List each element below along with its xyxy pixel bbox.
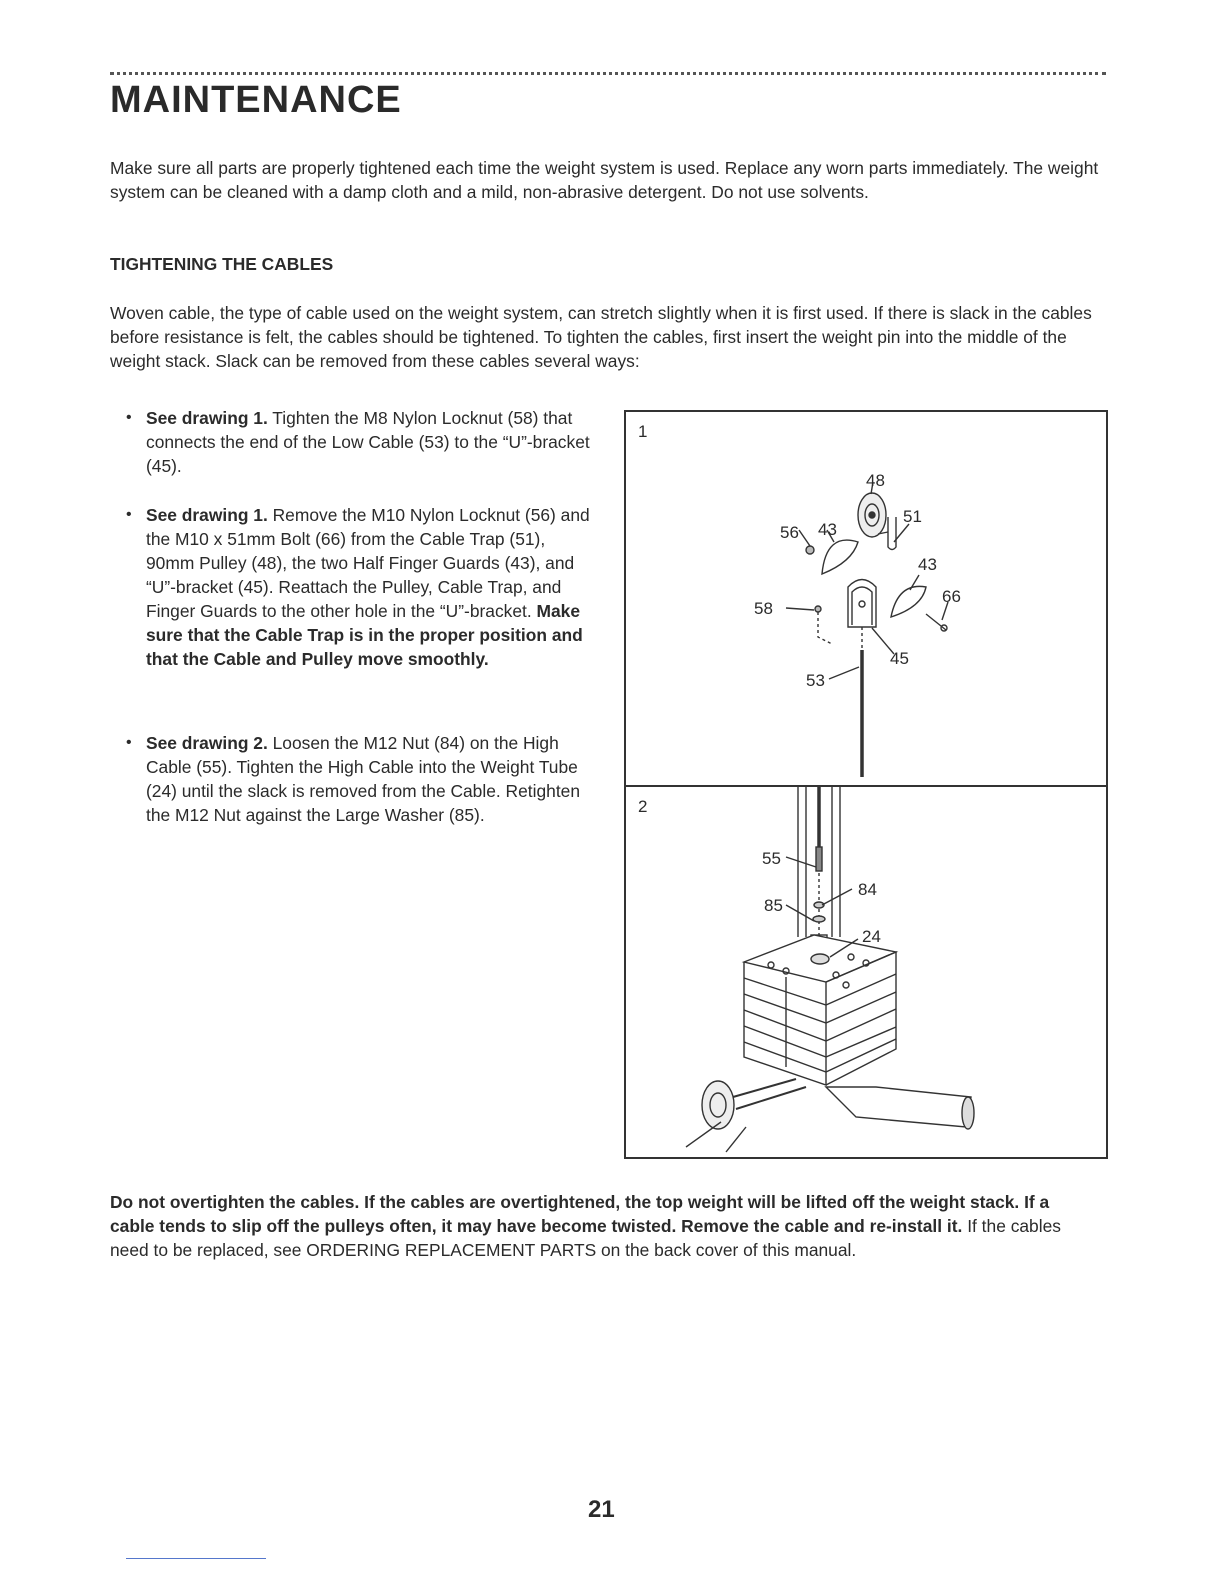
instruction-text: Tighten the M8 Nylon Locknut (58) that connects the end of the Low Cable (53) to the “U”-bracket (45).	[146, 408, 590, 476]
callout-55: 55	[762, 849, 781, 868]
callout-84: 84	[858, 880, 877, 899]
instruction-text: Remove the M10 Nylon Locknut (56) and the M10 x 51mm Bolt (66) from the Cable Trap (51), 90mm Pulley (48), the two Half Finger Guards (43), and “U”-bracket (45). Reattach the Pulley, Cable Trap, and Finger Guards to the other hole in the “U”-bracket.	[146, 505, 590, 621]
drawing-1-illustration	[626, 412, 1106, 785]
drawing-number: 2	[638, 797, 648, 816]
callout-45: 45	[890, 649, 909, 668]
instruction-text: Loosen the M12 Nut (84) on the High Cable (55). Tighten the High Cable into the Weight Tube (24) until the slack is removed from the Cable. Retighten the M12 Nut against the Large Washer (85).	[146, 733, 581, 825]
warning-text: If the cables need to be replaced, see ORDERING REPLACEMENT PARTS on the back cover of this manual.	[110, 1216, 1061, 1260]
callout-53: 53	[806, 671, 825, 690]
callout-43: 43	[818, 520, 837, 539]
intro-paragraph: Make sure all parts are properly tightened each time the weight system is used. Replace any worn parts immediately. The weight system can be cleaned with a damp cloth and a mild, non-abrasive detergent. Do not use solvents.	[110, 158, 1099, 202]
callout-24: 24	[862, 927, 881, 946]
instruction-lead: See drawing 2.	[146, 733, 268, 753]
callout-48: 48	[866, 471, 885, 490]
drawing-2-illustration	[626, 787, 1106, 1157]
callout-66: 66	[942, 587, 961, 606]
drawing-1	[624, 410, 1108, 787]
page-number: 21	[588, 1496, 615, 1523]
instruction-emphasis: Make sure that the Cable Trap is in the proper position and that the Cable and Pulley move smoothly.	[146, 601, 583, 669]
instruction-lead: See drawing 1.	[146, 408, 268, 428]
instruction-item-3	[126, 731, 596, 827]
callout-51: 51	[903, 507, 922, 526]
drawing-2	[624, 785, 1108, 1159]
instruction-item-2	[126, 503, 596, 671]
instruction-item-1	[126, 406, 596, 478]
drawing-number: 1	[638, 422, 648, 441]
title-rule	[110, 72, 1106, 75]
page-title: MAINTENANCE	[110, 79, 402, 121]
section-intro-paragraph: Woven cable, the type of cable used on the weight system, can stretch slightly when it is first used. If there is slack in the cables before resistance is felt, the cables should be tightened. To tighten the cables, first insert the weight pin into the middle of the weight stack. Slack can be removed from these cables several ways:	[110, 303, 1092, 371]
callout-56: 56	[780, 523, 799, 542]
callout-58: 58	[754, 599, 773, 618]
warning-bold-text: Do not overtighten the cables. If the cables are overtightened, the top weight will be lifted off the weight stack. If a cable tends to slip off the pulleys often, it may have become twisted. Remove the cable and re-install it.	[110, 1192, 1050, 1236]
instruction-list	[126, 406, 596, 827]
callout-43: 43	[918, 555, 937, 574]
section-heading: TIGHTENING THE CABLES	[110, 254, 334, 274]
footer-rule	[126, 1558, 266, 1559]
instruction-lead: See drawing 1.	[146, 505, 268, 525]
warning-paragraph	[110, 1190, 1095, 1262]
callout-85: 85	[764, 896, 783, 915]
